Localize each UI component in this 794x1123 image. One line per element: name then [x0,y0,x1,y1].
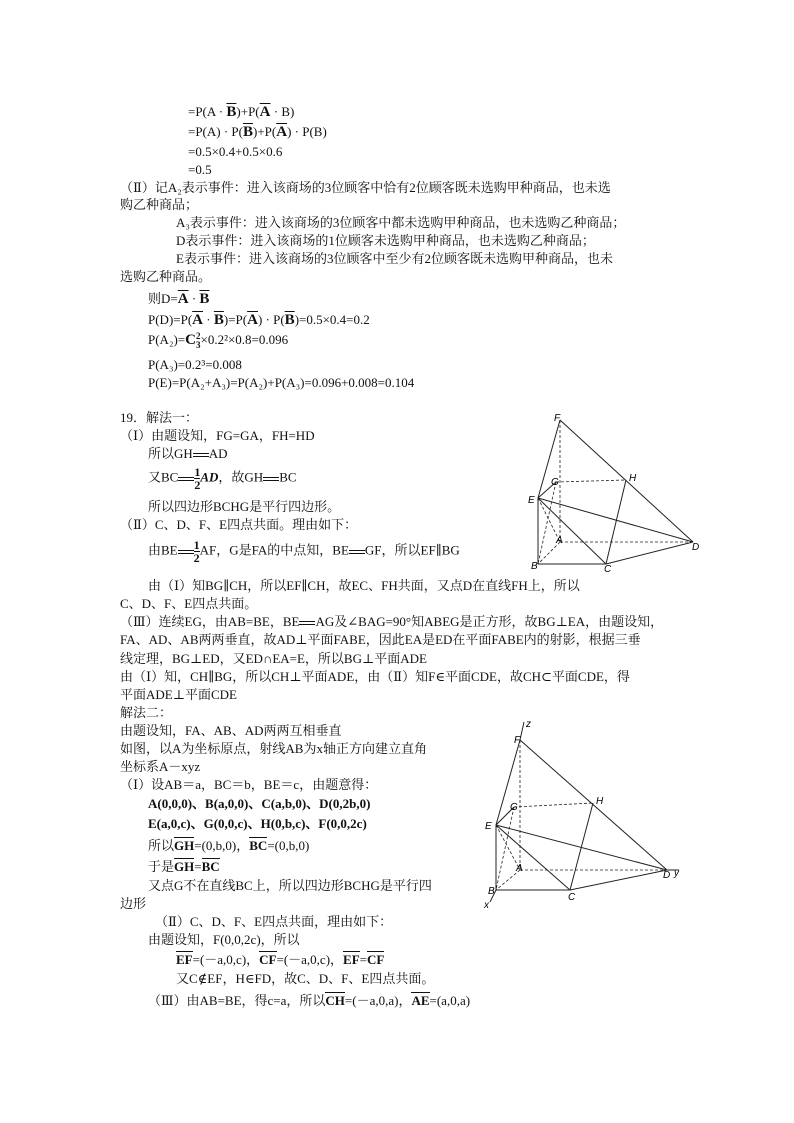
label-x: x [484,900,489,911]
label-E: E [528,495,535,506]
part2-line-6: 选购乙种商品。 [120,269,212,284]
part2-line-1: （Ⅱ）记A₂表示事件：进入该商场的3位顾客中恰有2位顾客既未选购甲种商品，也未选 [120,180,611,195]
part2-line-3: A₃表示事件：进入该商场的3位顾客中都未选购甲种商品，也未选购乙种商品； [176,215,626,230]
parallel-equal-icon [178,474,194,484]
q19-s7: 由（Ⅰ）知BG∥CH，所以EF∥CH，故EC、FH共面，又点D在直线FH上，所以 [148,578,580,593]
q19-t10: 边形 [120,896,147,911]
label-D2: D [663,870,671,881]
label-E2: E [485,821,492,832]
label-A: A [556,535,563,546]
label-H2: H [596,796,604,807]
solid-figure-2 [482,718,682,913]
q19-s6: 由BE $\frac{1}{2}$ AF，G是FA的中点知，BE GF，所以EF∥BG [148,538,460,565]
q19-t1: 由题设知，FA、AB、AD两两互相垂直 [120,723,342,738]
part2-line-7: 则$D=\overline{A} \cdot \overline{B}$ [148,291,210,307]
part2-line-11: P(E)=P(A₂+A₃)=P(A₂)+P(A₃)=0.096+0.008=0.104 [148,375,415,390]
q19-s1: （Ⅰ）由题设知，FG=GA，FH=HD [120,428,315,443]
q19-method2-heading: 解法二： [120,705,173,720]
q19-t5: A(0,0,0)、B(a,0,0)、C(a,b,0)、D(0,2b,0) [148,796,371,811]
q19-t11: （Ⅱ）C、D、F、E四点共面，理由如下： [155,914,393,929]
formula-line-3: =0.5×0.4+0.5×0.6 [188,144,283,159]
label-F: F [554,413,561,424]
q19-t3: 坐标系A－xyz [120,759,201,774]
q19-heading: 19．解法一： [120,410,199,425]
formula-line-1: $=P(A \cdot \overline{B})+P(\overline{A} \cdot B)$ [188,104,295,120]
q19-t2: 如图，以A为坐标原点，射线AB为x轴正方向建立直角 [120,741,427,756]
part2-line-2: 购乙种商品； [120,197,199,212]
q19-s9: （Ⅲ）连续EG，由AB=BE，BE AG及∠BAG=90°知ABEG是正方形，故BG⊥EA，由题设知， [120,614,664,629]
q19-t6: E(a,0,c)、G(0,0,c)、H(0,b,c)、F(0,0,2c) [148,816,367,831]
parallel-equal-icon [299,618,315,628]
q19-t13: EF=(－a,0,c)，CF=(－a,0,c)，EF=CF [176,952,385,967]
formula-line-4: =0.5 [188,162,212,177]
q19-t8: 于是GH=BC [148,859,220,874]
part2-line-5: E表示事件：进入该商场的3位顾客中至少有2位顾客既未选购甲种商品，也未 [176,251,613,266]
q19-s11: 线定理，BG⊥ED，又ED∩EA=E，所以BG⊥平面ADE [120,651,427,666]
q19-s5: （Ⅱ）C、D、F、E四点共面。理由如下： [120,517,358,532]
q19-s13: 平面ADE⊥平面CDE [120,687,237,702]
formula-line-2: $=P(A) \cdot P(\overline{B})+P(\overline{A}) \cdot P(B)$ [188,124,327,140]
q19-s4: 所以四边形BCHG是平行四边形。 [148,499,341,514]
label-B2: B [488,886,495,897]
q19-s12: 由（Ⅰ）知，CH∥BG，所以CH⊥平面ADE，由（Ⅱ）知F∈平面CDE，故CH⊂平面CDE，得 [120,669,630,684]
label-C: C [604,564,612,572]
q19-t12: 由题设知，F(0,0,2c)，所以 [148,932,300,947]
part2-line-9: P(A₂)=C 2 3 ×0.2²×0.8=0.096 [148,331,289,351]
q19-s2: 所以GH AD [148,446,228,461]
label-z: z [526,719,531,730]
label-H: H [629,473,637,484]
label-A2: A [516,863,523,874]
q19-t4: （Ⅰ）设AB＝a，BC＝b，BE＝c，由题意得： [120,777,378,792]
parallel-equal-icon [193,450,209,460]
part2-line-4: D表示事件：进入该商场的1位顾客未选购甲种商品，也未选购乙种商品； [176,233,595,248]
q19-t9: 又点G不在直线BC上，所以四边形BCHG是平行四 [148,878,432,893]
label-G2: G [510,802,518,813]
label-C2: C [568,892,576,903]
q19-s8: C、D、F、E四点共面。 [120,596,258,611]
label-D: D [692,542,700,553]
q19-t7: 所以GH=(0,b,0)，BC=(0,b,0) [148,838,310,853]
q19-s10: FA、AD、AB两两垂直，故AD⊥平面FABE，因此EA是ED在平面FABE内的射影，根据三垂 [120,632,641,647]
q19-t14: 又C∉EF，H∈FD，故C、D、F、E四点共面。 [176,971,435,986]
part2-line-8: $P(D)=P(\overline{A} \cdot \overline{B})=P(\overline{A}) \cdot P(\overline{B})=0.5\times 0.4=0.2$ [148,312,370,328]
part2-line-10: P(A₃)=0.2³=0.008 [148,357,242,372]
label-G: G [551,477,559,488]
label-y: y [674,868,679,879]
label-B: B [531,561,538,572]
q19-t15: （Ⅲ）由AB=BE，得c=a，所以CH=(－a,0,a)，AE=(a,0,a) [148,993,471,1008]
solid-figure-1 [526,412,706,572]
label-F2: F [514,735,521,746]
parallel-equal-icon [263,474,279,484]
parallel-equal-icon [349,547,365,557]
q19-s3: 又BC $\frac{1}{2}$ AD，故GH BC [148,465,297,492]
parallel-equal-icon [178,547,194,557]
